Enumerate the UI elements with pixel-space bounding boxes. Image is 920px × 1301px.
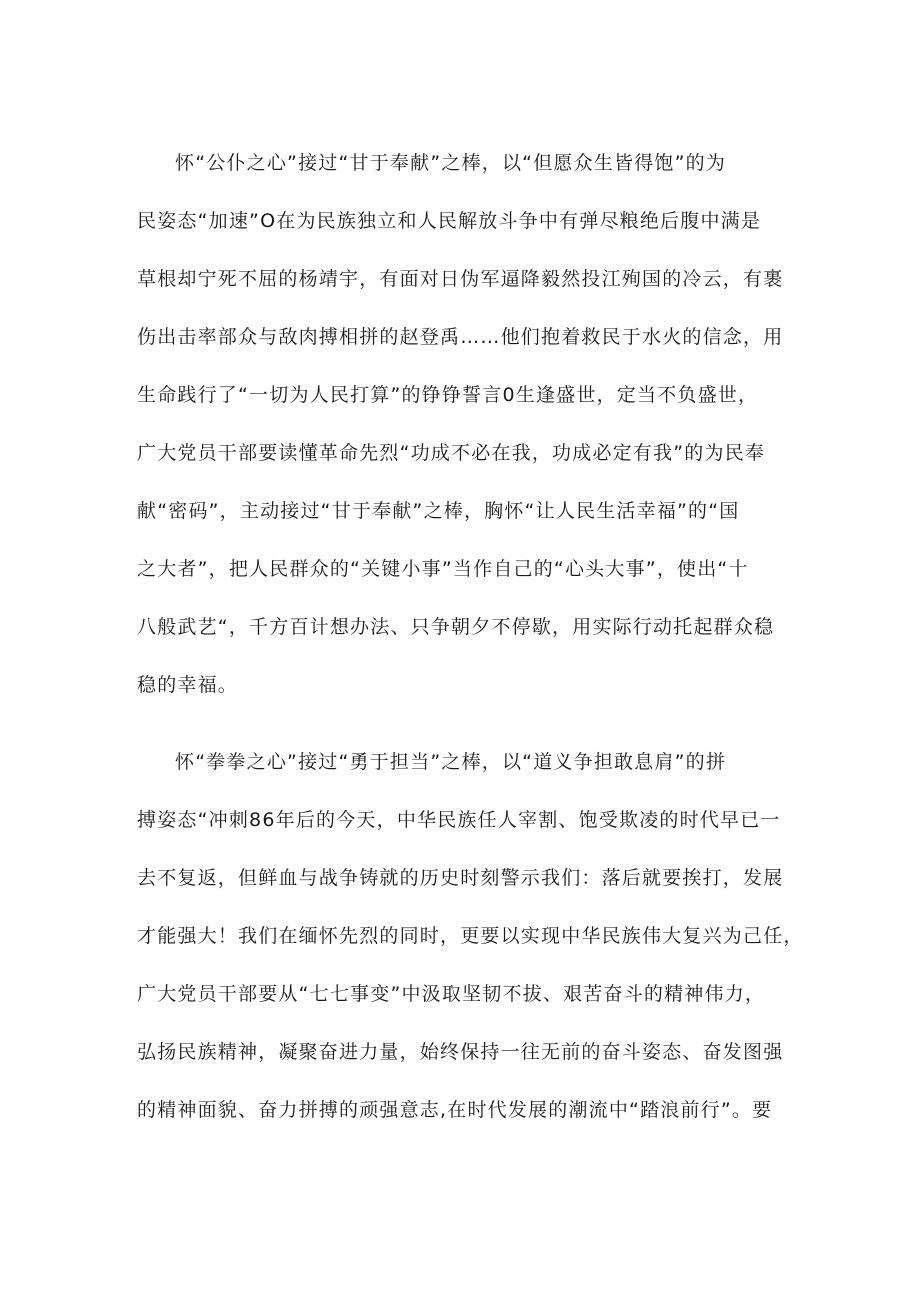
- paragraph-1-line-9: 八般武艺“，千方百计想办法、只争朝夕不停歇，用实际行动托起群众稳: [137, 616, 775, 638]
- paragraph-1-line-1: 怀“公仆之心”接过“甘于奉献”之棒，以“但愿众生皆得饱”的为: [175, 152, 727, 174]
- paragraph-1-line-6: 广大党员干部要读懂革命先烈“功成不必在我，功成必定有我”的为民奉: [137, 442, 766, 464]
- paragraph-1-line-4: 伤出击率部众与敌肉搏相拼的赵登禹……他们抱着救民于水火的信念，用: [137, 326, 784, 348]
- paragraph-1-line-2: 民姿态“加速”O在为民族独立和人民解放斗争中有弹尽粮绝后腹中满是: [137, 210, 762, 232]
- paragraph-2-line-7: 的精神面貌、奋力拼搏的顽强意志,在时代发展的潮流中“踏浪前行”。要: [137, 1099, 773, 1121]
- paragraph-2-line-2: 搏姿态“冲刺86年后的今天，中华民族任人宰割、饱受欺凌的时代早已一: [137, 809, 781, 831]
- paragraph-2-line-6: 弘扬民族精神，凝聚奋进力量，始终保持一往无前的奋斗姿态、奋发图强: [137, 1041, 784, 1063]
- paragraph-2-line-5: 广大党员干部要从“七七事变”中汲取坚韧不拔、艰苦奋斗的精神伟力，: [137, 983, 766, 1005]
- paragraph-2-line-3: 去不复返，但鲜血与战争铸就的历史时刻警示我们：落后就要挨打，发展: [137, 867, 784, 889]
- paragraph-1-line-10: 稳的幸福。: [137, 674, 239, 696]
- paragraph-1-line-3: 草根却宁死不屈的杨靖宇，有面对日伪军逼降毅然投江殉国的冷云，有裹: [137, 268, 784, 290]
- paragraph-2-line-1: 怀“拳拳之心”接过“勇于担当”之棒，以“道义争担敢息肩”的拼: [175, 751, 727, 773]
- paragraph-1-line-5: 生命践行了“一切为人民打算”的铮铮誓言0生逢盛世，定当不负盛世，: [137, 384, 759, 406]
- paragraph-2-line-4: 才能强大！我们在缅怀先烈的同时，更要以实现中华民族伟大复兴为己任，: [137, 925, 804, 947]
- paragraph-1-line-7: 献“密码”，主动接过“甘于奉献”之棒，胸怀“让人民生活幸福”的“国: [137, 500, 740, 522]
- paragraph-1-line-8: 之大者”，把人民群众的“关键小事”当作自己的“心头大事”，使出“十: [137, 558, 749, 580]
